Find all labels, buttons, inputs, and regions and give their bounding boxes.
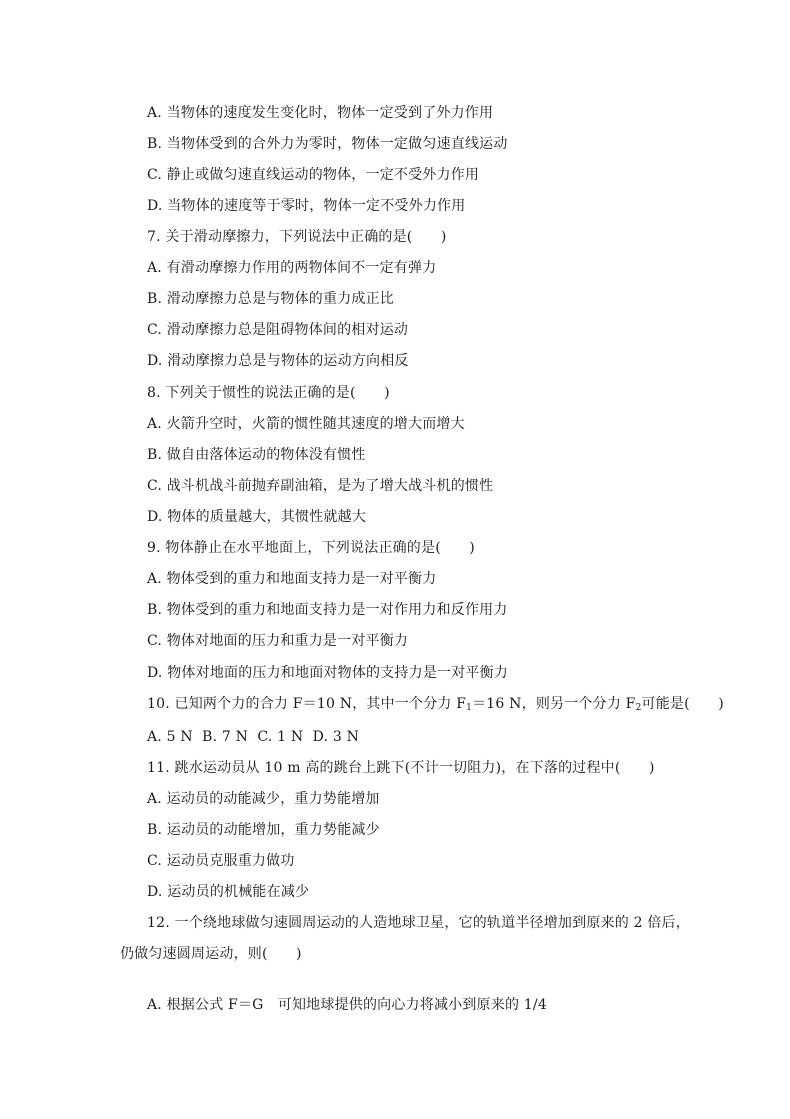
q10-options: A. 5 N B. 7 N C. 1 N D. 3 N (147, 729, 360, 745)
q8-option-d: D. 物体的质量越大，其惯性就越大 (147, 509, 367, 525)
q11-option-b: B. 运动员的动能增加，重力势能减少 (147, 822, 380, 838)
q11-option-a: A. 运动员的动能减少，重力势能增加 (147, 791, 380, 807)
q10-sub-1: 1 (466, 703, 473, 713)
q12-option-a: A. 根据公式 F＝G 可知地球提供的向心力将减小到原来的 1/4 (147, 997, 547, 1013)
q9-stem: 9. 物体静止在水平地面上，下列说法正确的是( ) (147, 540, 475, 556)
q10-stem-part1: 10. 已知两个力的合力 F＝10 N，其中一个分力 F (147, 696, 467, 712)
q10-stem (147, 695, 724, 713)
q9-option-b: B. 物体受到的重力和地面支持力是一对作用力和反作用力 (147, 602, 508, 618)
q7-option-c: C. 滑动摩擦力总是阻碍物体间的相对运动 (147, 322, 409, 338)
q7-option-d: D. 滑动摩擦力总是与物体的运动方向相反 (147, 353, 409, 369)
q9-option-c: C. 物体对地面的压力和重力是一对平衡力 (147, 633, 409, 649)
q8-stem: 8. 下列关于惯性的说法正确的是( ) (147, 385, 390, 401)
q12-stem-line2: 仍做匀速圆周运动，则( ) (120, 946, 302, 962)
q6-option-b: B. 当物体受到的合外力为零时，物体一定做匀速直线运动 (147, 136, 508, 152)
q8-option-a: A. 火箭升空时，火箭的惯性随其速度的增大而增大 (147, 416, 465, 432)
q7-option-b: B. 滑动摩擦力总是与物体的重力成正比 (147, 291, 394, 307)
q9-option-a: A. 物体受到的重力和地面支持力是一对平衡力 (147, 571, 437, 587)
q11-option-d: D. 运动员的机械能在减少 (147, 884, 310, 900)
q7-option-a: A. 有滑动摩擦力作用的两物体间不一定有弹力 (147, 260, 437, 276)
q11-option-c: C. 运动员克服重力做功 (147, 853, 295, 869)
q12-stem-line1: 12. 一个绕地球做匀速圆周运动的人造地球卫星，它的轨道半径增加到原来的 2 倍后， (147, 915, 690, 931)
q10-sub-2: 2 (635, 703, 642, 713)
q8-option-c: C. 战斗机战斗前抛弃副油箱，是为了增大战斗机的惯性 (147, 478, 494, 494)
q6-option-a: A. 当物体的速度发生变化时，物体一定受到了外力作用 (147, 105, 494, 121)
q8-option-b: B. 做自由落体运动的物体没有惯性 (147, 447, 366, 463)
q10-stem-part3: 可能是( ) (641, 696, 724, 712)
q6-option-c: C. 静止或做匀速直线运动的物体，一定不受外力作用 (147, 167, 480, 183)
q7-stem: 7. 关于滑动摩擦力，下列说法中正确的是( ) (147, 229, 447, 245)
q10-stem-part2: ＝16 N，则另一个分力 F (472, 696, 636, 712)
q11-stem: 11. 跳水运动员从 10 m 高的跳台上跳下(不计一切阻力)，在下落的过程中( ) (147, 760, 655, 776)
q6-option-d: D. 当物体的速度等于零时，物体一定不受外力作用 (147, 198, 466, 214)
q9-option-d: D. 物体对地面的压力和地面对物体的支持力是一对平衡力 (147, 665, 509, 681)
